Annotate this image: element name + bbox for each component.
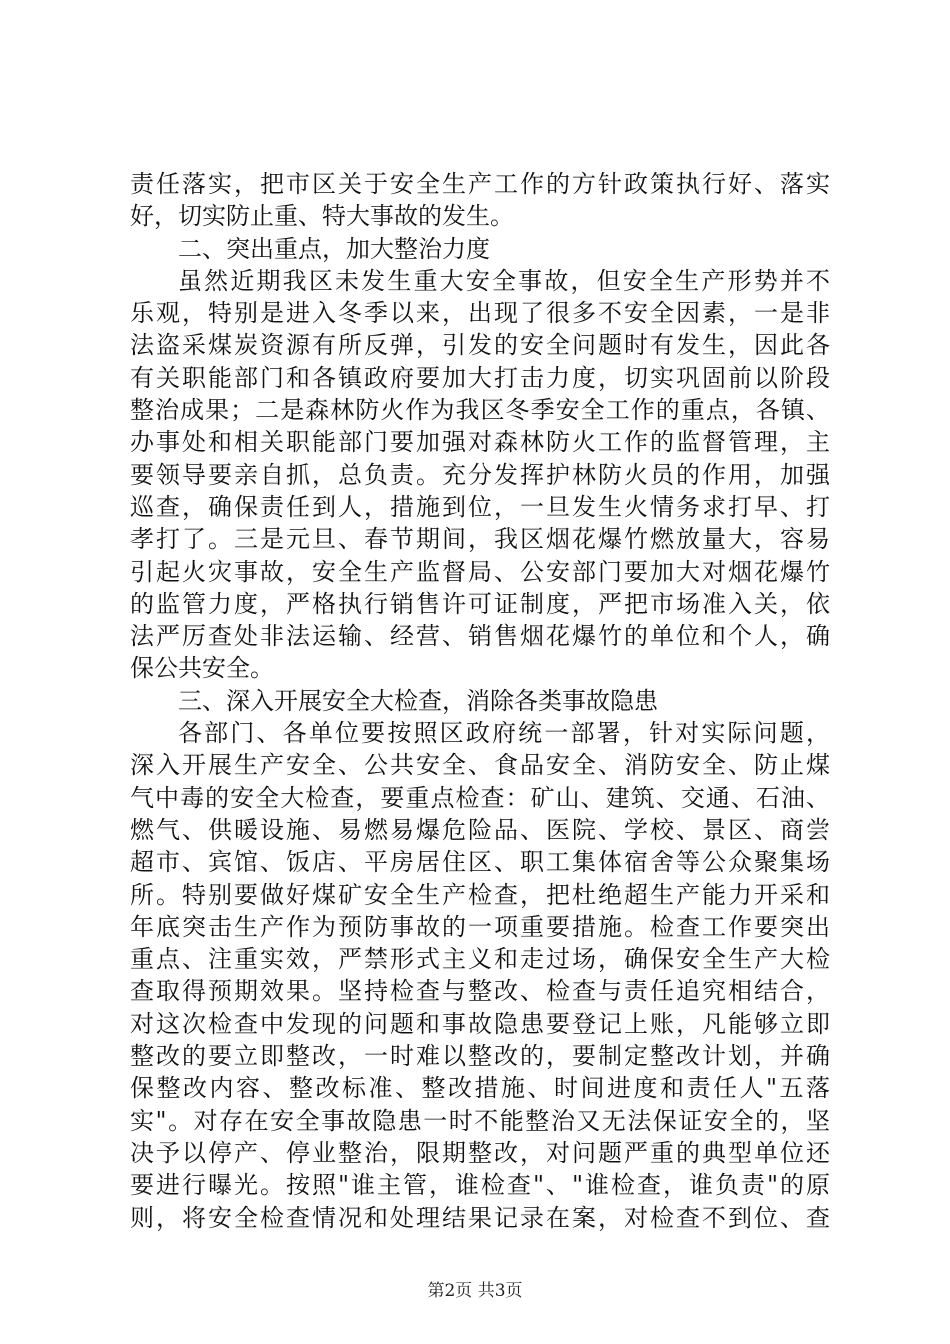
text-line: 巡查，确保责任到人，措施到位，一旦发生火情务求打早、打	[130, 492, 830, 521]
text-line: 整治成果；二是森林防火作为我区冬季安全工作的重点，各镇、	[130, 396, 830, 425]
text-line: 法严厉查处非法运输、经营、销售烟花爆竹的单位和个人，确	[130, 622, 830, 651]
text-line: 决予以停产、停业整治，限期整改，对问题严重的典型单位还	[130, 1138, 830, 1167]
text-line: 则，将安全检查情况和处理结果记录在案，对检查不到位、查	[130, 1203, 830, 1232]
text-line: 有关职能部门和各镇政府要加大打击力度，切实巩固前以阶段	[130, 363, 830, 392]
text-line: 实"。对存在安全事故隐患一时不能整治又无法保证安全的，坚	[130, 1106, 830, 1135]
text-line: 各部门、各单位要按照区政府统一部署，针对实际问题，	[178, 719, 830, 748]
text-line: 年底突击生产作为预防事故的一项重要措施。检查工作要突出	[130, 912, 830, 941]
paragraph	[130, 717, 830, 1234]
text-line: 的监管力度，严格执行销售许可证制度，严把市场准入关，依	[130, 589, 830, 618]
text-line: 二、突出重点，加大整治力度	[178, 234, 490, 263]
text-line: 乐观，特别是进入冬季以来，出现了很多不安全因素，一是非	[130, 299, 830, 328]
text-line: 好，切实防止重、特大事故的发生。	[130, 202, 514, 231]
text-line: 超市、宾馆、饭店、平房居住区、职工集体宿舍等公众聚集场	[130, 848, 830, 877]
text-line: 查取得预期效果。坚持检查与整改、检查与责任追究相结合，	[130, 977, 830, 1006]
section-heading	[130, 685, 830, 717]
text-line: 对这次检查中发现的问题和事故隐患要登记上账，凡能够立即	[130, 1009, 830, 1038]
text-line: 气中毒的安全大检查，要重点检查：矿山、建筑、交通、石油、	[130, 783, 830, 812]
text-line: 保公共安全。	[130, 654, 274, 683]
text-line: 所。特别要做好煤矿安全生产检查，把杜绝超生产能力开采和	[130, 880, 830, 909]
section-heading	[130, 233, 830, 265]
text-line: 引起火灾事故，安全生产监督局、公安部门要加大对烟花爆竹	[130, 557, 830, 586]
text-line: 法盗采煤炭资源有所反弹，引发的安全问题时有发生，因此各	[130, 331, 830, 360]
page-number-label: 第2页 共3页	[427, 1281, 523, 1301]
text-line: 整改的要立即整改，一时难以整改的，要制定整改计划，并确	[130, 1042, 830, 1071]
text-line: 办事处和相关职能部门要加强对森林防火工作的监督管理，主	[130, 428, 830, 457]
text-line: 要进行曝光。按照"谁主管，谁检查"、"谁检查，谁负责"的原	[130, 1171, 830, 1200]
paragraph	[130, 168, 830, 233]
text-line: 孝打了。三是元旦、春节期间，我区烟花爆竹燃放量大，容易	[130, 525, 830, 554]
text-line: 重点、注重实效，严禁形式主义和走过场，确保安全生产大检	[130, 945, 830, 974]
text-line: 三、深入开展安全大检查，消除各类事故隐患	[178, 686, 658, 715]
page-footer	[0, 1280, 950, 1302]
document-body	[130, 168, 830, 1234]
text-line: 保整改内容、整改标准、整改措施、时间进度和责任人"五落	[130, 1074, 830, 1103]
paragraph	[130, 265, 830, 685]
text-line: 深入开展生产安全、公共安全、食品安全、消防安全、防止煤	[130, 751, 830, 780]
text-line: 燃气、供暖设施、易燃易爆危险品、医院、学校、景区、商尝	[130, 815, 830, 844]
text-line: 虽然近期我区未发生重大安全事故，但安全生产形势并不	[178, 266, 830, 295]
text-line: 要领导要亲自抓，总负责。充分发挥护林防火员的作用，加强	[130, 460, 830, 489]
text-line: 责任落实，把市区关于安全生产工作的方针政策执行好、落实	[130, 170, 830, 198]
